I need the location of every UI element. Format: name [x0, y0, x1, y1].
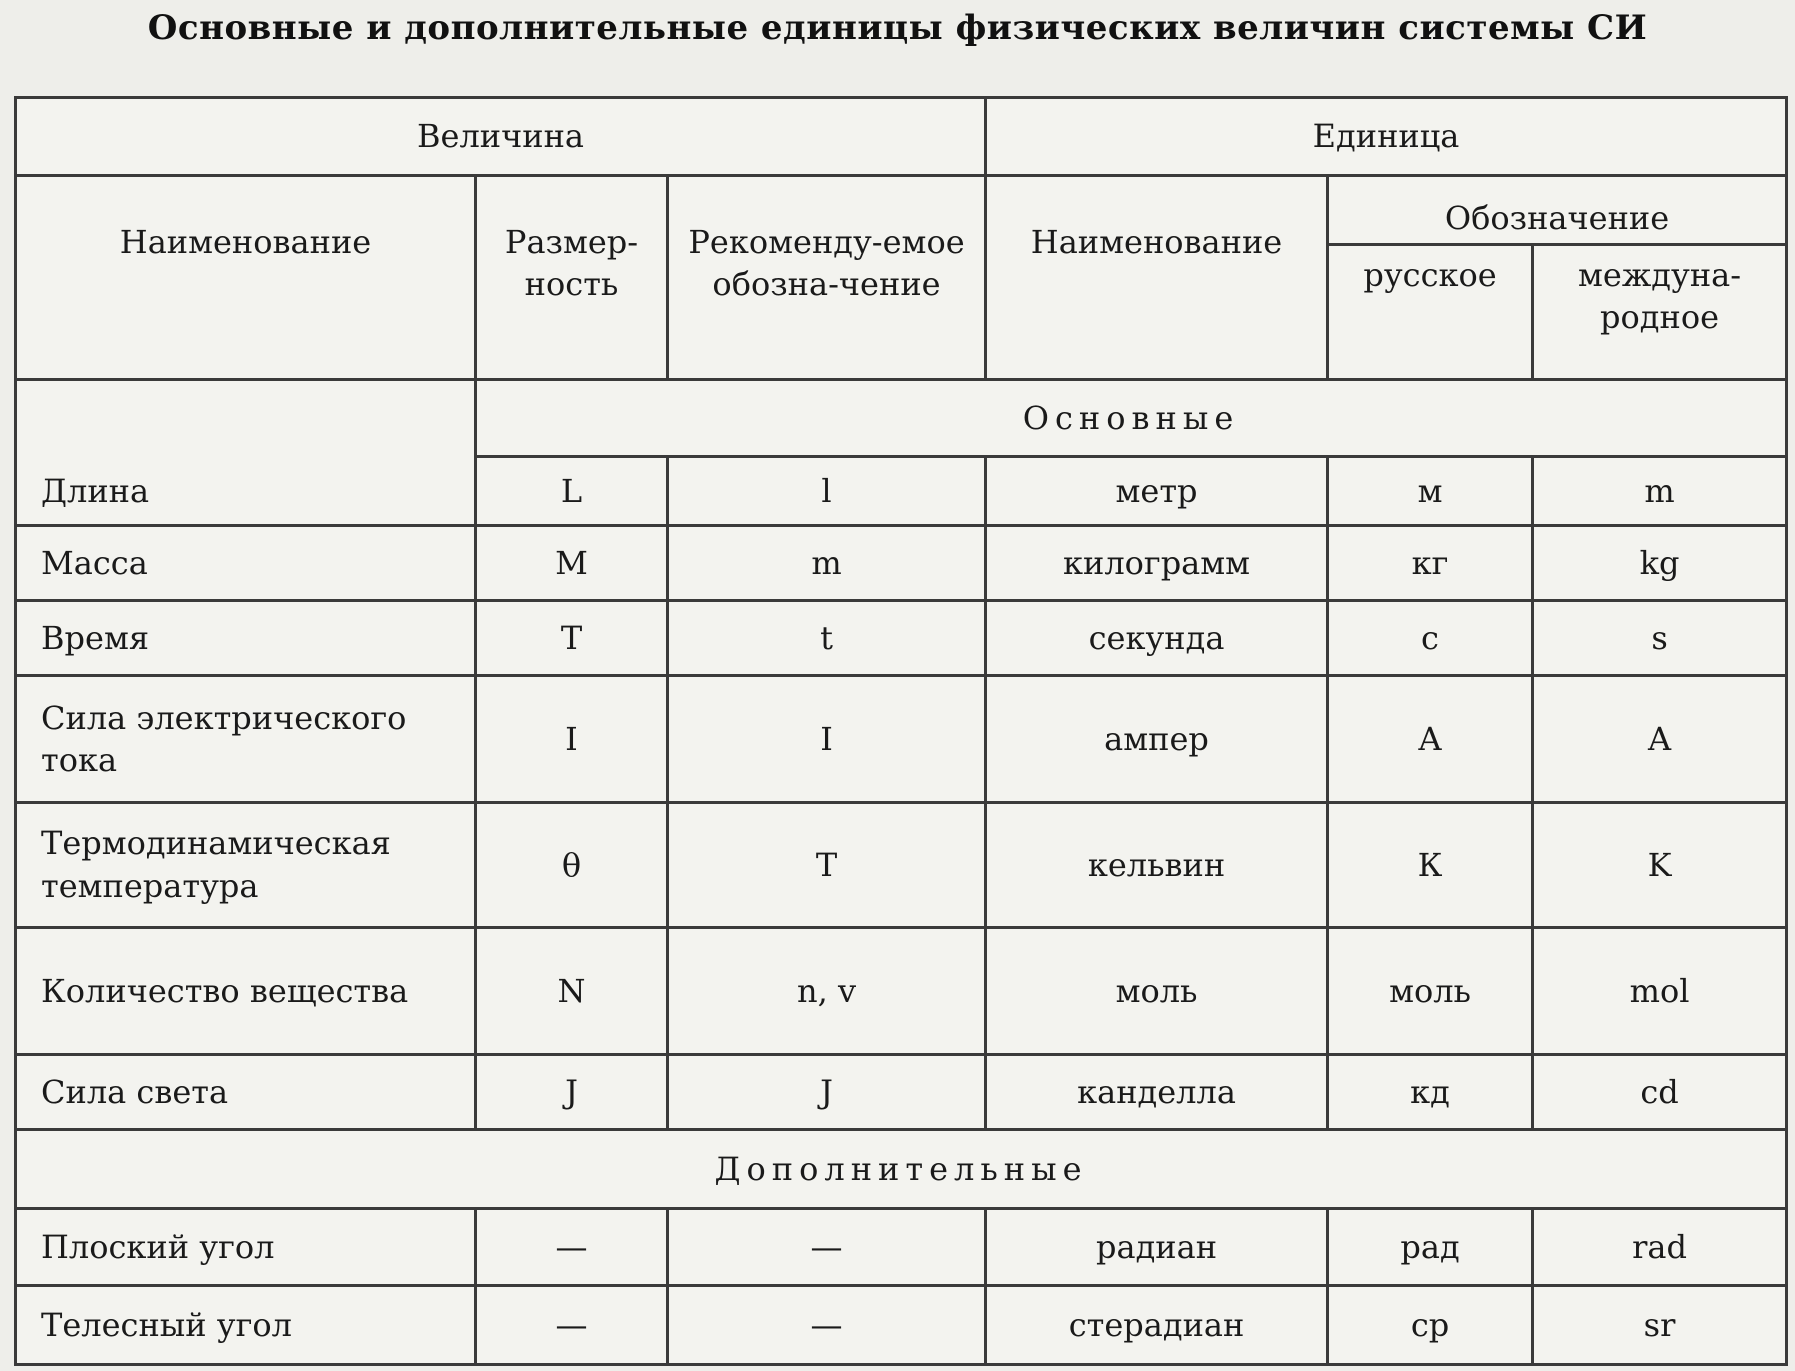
header-russian: русское: [1328, 244, 1533, 379]
unit-name-cell: радиан: [986, 1208, 1328, 1285]
quantity-name-cell: Телесный угол: [16, 1285, 476, 1364]
symbol-cell: l: [668, 457, 986, 526]
international-symbol-cell: kg: [1533, 525, 1787, 600]
header-row-2: [16, 176, 1787, 245]
symbol-cell: —: [668, 1285, 986, 1364]
dimension-cell: θ: [476, 802, 668, 927]
table-row: [16, 802, 1787, 927]
quantity-name-cell: Плоский угол: [16, 1208, 476, 1285]
dimension-cell: I: [476, 675, 668, 802]
table-row: [16, 927, 1787, 1054]
section-additional: Дополнительные: [16, 1129, 1787, 1208]
symbol-cell: T: [668, 802, 986, 927]
symbol-cell: t: [668, 600, 986, 675]
quantity-name-cell: Масса: [16, 525, 476, 600]
section-basic-row: [16, 380, 1787, 457]
international-symbol-cell: m: [1533, 457, 1787, 526]
header-international: междуна-родное: [1533, 244, 1787, 379]
international-symbol-cell: rad: [1533, 1208, 1787, 1285]
quantity-name-cell: Количество вещества: [16, 927, 476, 1054]
quantity-name-cell: Длина: [41, 471, 150, 510]
header-unit-name: Наименование: [986, 176, 1328, 380]
international-symbol-cell: s: [1533, 600, 1787, 675]
quantity-name-cell: Термодинамическая температура: [16, 802, 476, 927]
russian-symbol-cell: К: [1328, 802, 1533, 927]
symbol-cell: m: [668, 525, 986, 600]
russian-symbol-cell: ср: [1328, 1285, 1533, 1364]
header-dimension: Размер-ность: [476, 176, 668, 380]
dimension-cell: L: [476, 457, 668, 526]
international-symbol-cell: sr: [1533, 1285, 1787, 1364]
symbol-cell: J: [668, 1054, 986, 1129]
table-row: [16, 1054, 1787, 1129]
unit-name-cell: канделла: [986, 1054, 1328, 1129]
russian-symbol-cell: рад: [1328, 1208, 1533, 1285]
quantity-name-cell: Сила электрического тока: [16, 675, 476, 802]
symbol-cell: I: [668, 675, 986, 802]
table-row: [16, 1208, 1787, 1285]
russian-symbol-cell: кг: [1328, 525, 1533, 600]
international-symbol-cell: A: [1533, 675, 1787, 802]
international-symbol-cell: cd: [1533, 1054, 1787, 1129]
header-row-1: [16, 98, 1787, 176]
header-designation: Обозначение: [1328, 176, 1787, 245]
dimension-cell: T: [476, 600, 668, 675]
russian-symbol-cell: кд: [1328, 1054, 1533, 1129]
dimension-cell: M: [476, 525, 668, 600]
table-row: [16, 675, 1787, 802]
dimension-cell: J: [476, 1054, 668, 1129]
dimension-cell: —: [476, 1208, 668, 1285]
symbol-cell: —: [668, 1208, 986, 1285]
si-units-table: [14, 96, 1788, 1366]
header-recommended-symbol: Рекоменду-емое обозна-чение: [668, 176, 986, 380]
symbol-cell: n, v: [668, 927, 986, 1054]
dimension-cell: N: [476, 927, 668, 1054]
header-quantity-name: Наименование: [16, 176, 476, 380]
header-unit: Единица: [986, 98, 1787, 176]
russian-symbol-cell: с: [1328, 600, 1533, 675]
page-title: Основные и дополнительные единицы физических величин системы СИ: [147, 8, 1648, 48]
unit-name-cell: килограмм: [986, 525, 1328, 600]
section-spacer: [16, 380, 476, 526]
russian-symbol-cell: моль: [1328, 927, 1533, 1054]
russian-symbol-cell: А: [1328, 675, 1533, 802]
unit-name-cell: метр: [986, 457, 1328, 526]
unit-name-cell: секунда: [986, 600, 1328, 675]
table-row: [16, 525, 1787, 600]
table-row: [16, 1285, 1787, 1364]
quantity-name-cell: Сила света: [16, 1054, 476, 1129]
unit-name-cell: моль: [986, 927, 1328, 1054]
header-quantity: Величина: [16, 98, 986, 176]
unit-name-cell: стерадиан: [986, 1285, 1328, 1364]
table-row: [16, 600, 1787, 675]
section-additional-row: [16, 1129, 1787, 1208]
quantity-name-cell: Время: [16, 600, 476, 675]
unit-name-cell: ампер: [986, 675, 1328, 802]
unit-name-cell: кельвин: [986, 802, 1328, 927]
russian-symbol-cell: м: [1328, 457, 1533, 526]
section-basic: Основные: [476, 380, 1787, 457]
international-symbol-cell: K: [1533, 802, 1787, 927]
international-symbol-cell: mol: [1533, 927, 1787, 1054]
dimension-cell: —: [476, 1285, 668, 1364]
